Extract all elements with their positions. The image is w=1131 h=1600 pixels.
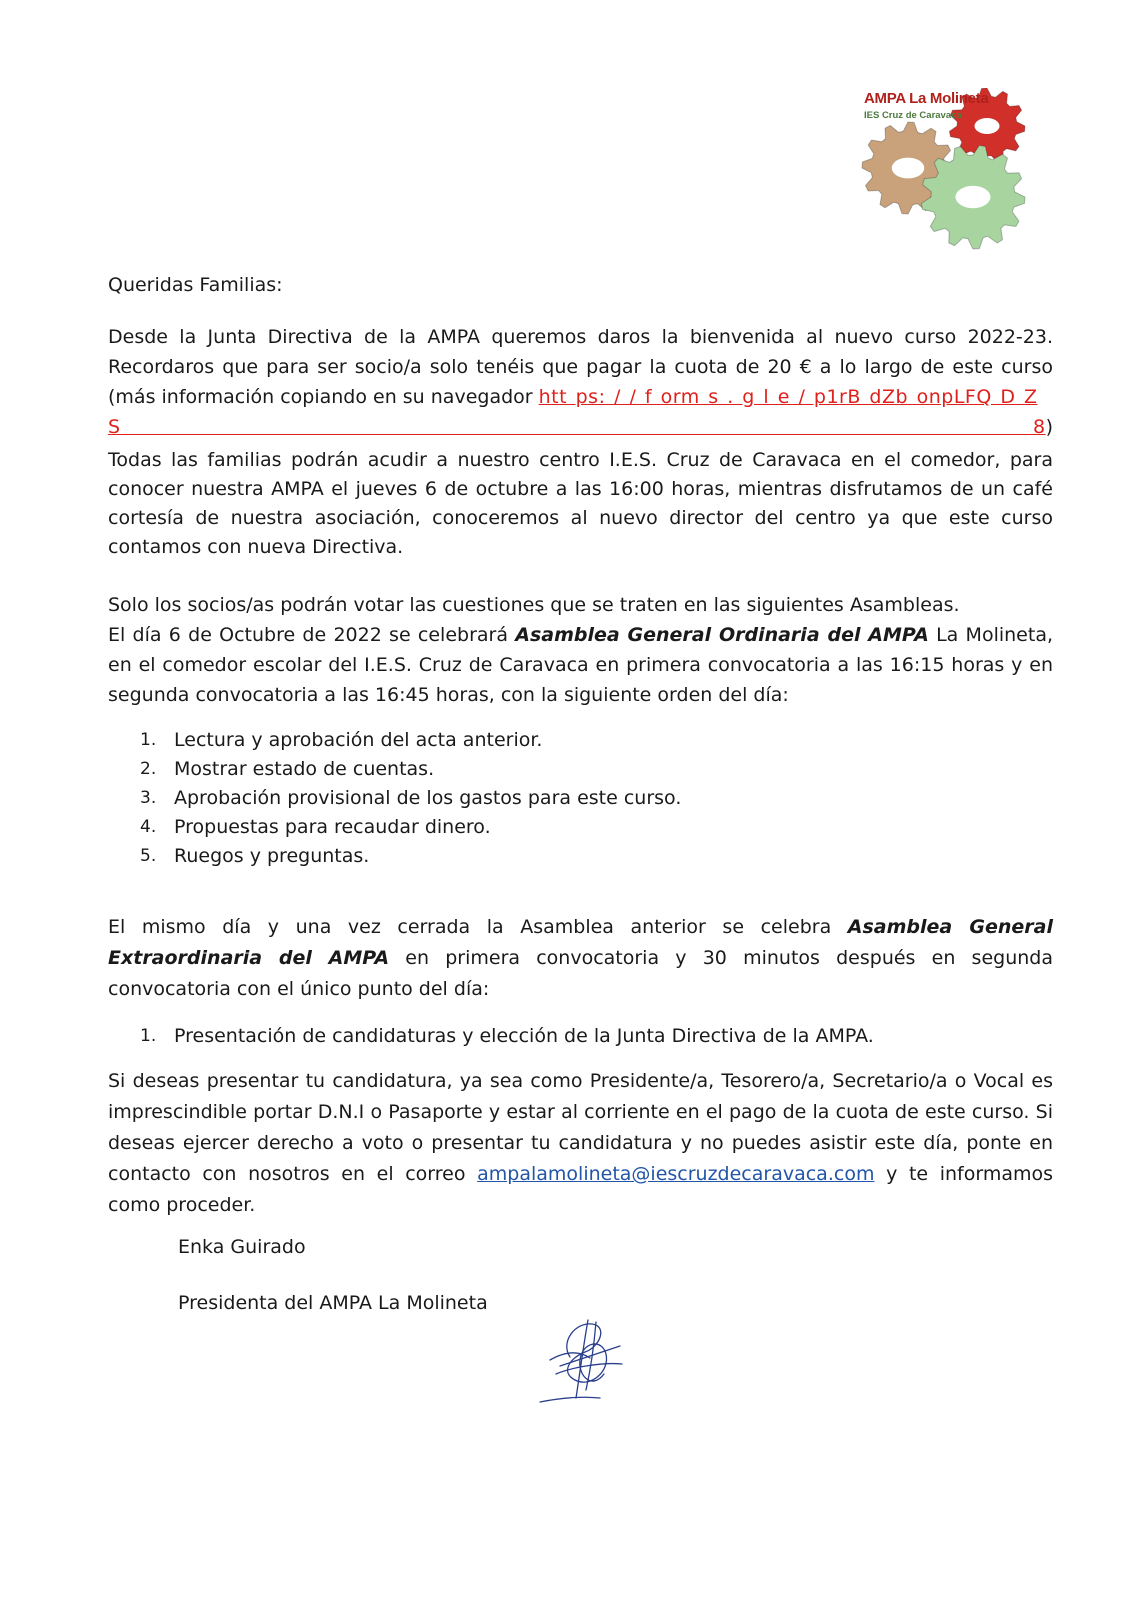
- greeting: Queridas Familias:: [108, 274, 283, 296]
- agenda-item-number: 1.: [140, 1026, 157, 1046]
- agenda-item: [108, 813, 1053, 842]
- agenda-item-text: Presentación de candidaturas y elección de la Junta Directiva de la AMPA.: [174, 1025, 874, 1047]
- agenda-item: [108, 755, 1053, 784]
- tan-gear-icon-hole: [892, 158, 925, 179]
- meeting-paragraph: Todas las familias podrán acudir a nuestro centro I.E.S. Cruz de Caravaca en el comedor, para conocer nuestra AMPA el jueves 6 de octubre a las 16:00 horas, mientras disfrutamos de un café cortesía de nuestra asociación, conoceremos al nuevo director del centro ya que este curso contamos con nueva Directiva.: [108, 449, 1053, 558]
- form-link[interactable]: htt ps: / / f orm s . g l e / p1rB dZb onpLFQ D Z S 8: [108, 386, 1046, 438]
- welcome-paragraph: [108, 322, 1053, 442]
- candidacy-closing: y te informamos como proceder.: [108, 1163, 1054, 1216]
- ordinary-details: La Molineta, en el comedor escolar del I.E.S. Cruz de Caravaca en primera convocatoria a las 16:15 horas y en segunda convocatoria a las 16:45 horas, con la siguiente orden del día:: [108, 624, 1053, 706]
- welcome-line-3-text: (más información copiando en su navegador: [108, 386, 539, 408]
- ordinary-assembly-paragraph: [108, 590, 1053, 710]
- agenda-item-text: Propuestas para recaudar dinero.: [174, 816, 491, 838]
- ordinary-assembly-text: [108, 620, 1053, 710]
- agenda-item-number: 1.: [140, 730, 157, 750]
- logo-title: AMPA La Molineta: [864, 90, 989, 107]
- extraordinary-assembly-title: Asamblea General Extraordinaria del AMPA: [108, 916, 1053, 969]
- agenda-item: [108, 842, 1053, 871]
- logo-subtitle: IES Cruz de Caravaca: [864, 110, 962, 121]
- welcome-line-3: [108, 382, 1053, 442]
- extraordinary-details: en primera convocatoria y 30 minutos después en segunda convocatoria con el único punto del día:: [108, 947, 1053, 1000]
- contact-email-link[interactable]: ampalamolineta@iescruzdecaravaca.com: [477, 1163, 875, 1185]
- green-gear-icon-hole: [956, 186, 991, 208]
- welcome-line-2: Recordaros que para ser socio/a solo tenéis que pagar la cuota de 20 € a lo largo de este curso: [108, 356, 1053, 378]
- red-gear-icon-hole: [975, 118, 1000, 134]
- agenda-item: [108, 1022, 1053, 1051]
- welcome-line-3-close: ): [1045, 416, 1053, 438]
- agenda-item-text: Aprobación provisional de los gastos para este curso.: [174, 787, 682, 809]
- agenda-item-text: Lectura y aprobación del acta anterior.: [174, 729, 543, 751]
- welcome-line-1: Desde la Junta Directiva de la AMPA queremos daros la bienvenida al nuevo curso 2022-23.: [108, 326, 1053, 348]
- candidacy-text: Si deseas presentar tu candidatura, ya sea como Presidente/a, Tesorero/a, Secretario/a o Vocal es imprescindible portar D.N.I o Pasaporte y estar al corriente en el pago de la cuota de este curso. Si deseas ejercer derecho a voto o presentar tu candidatura y no puedes asistir este día, ponte en contacto con nosotros en el correo: [108, 1070, 1053, 1185]
- ordinary-intro: El día 6 de Octubre de 2022 se celebrará: [108, 624, 516, 646]
- agenda-item-text: Mostrar estado de cuentas.: [174, 758, 435, 780]
- signer-name: Enka Guirado: [178, 1236, 306, 1258]
- ordinary-assembly-title: Asamblea General Ordinaria del AMPA: [515, 624, 929, 646]
- agenda-item-number: 2.: [140, 759, 157, 779]
- candidacy-paragraph: [108, 1066, 1053, 1221]
- extraordinary-assembly-paragraph: [108, 912, 1053, 1005]
- agenda-item-number: 5.: [140, 846, 157, 866]
- extraordinary-agenda-list: [108, 1022, 1053, 1051]
- agenda-item: [108, 784, 1053, 813]
- agenda-item-number: 4.: [140, 817, 157, 837]
- ordinary-agenda-list: [108, 726, 1053, 871]
- ampa-logo: [860, 88, 1060, 258]
- agenda-item-number: 3.: [140, 788, 157, 808]
- agenda-item-text: Ruegos y preguntas.: [174, 845, 370, 867]
- signer-role: Presidenta del AMPA La Molineta: [178, 1292, 488, 1314]
- handwritten-signature: [530, 1302, 640, 1412]
- extraordinary-intro: El mismo día y una vez cerrada la Asamblea anterior se celebra: [108, 916, 848, 938]
- agenda-item: [108, 726, 1053, 755]
- voting-notice: Solo los socios/as podrán votar las cuestiones que se traten en las siguientes Asambleas.: [108, 594, 960, 616]
